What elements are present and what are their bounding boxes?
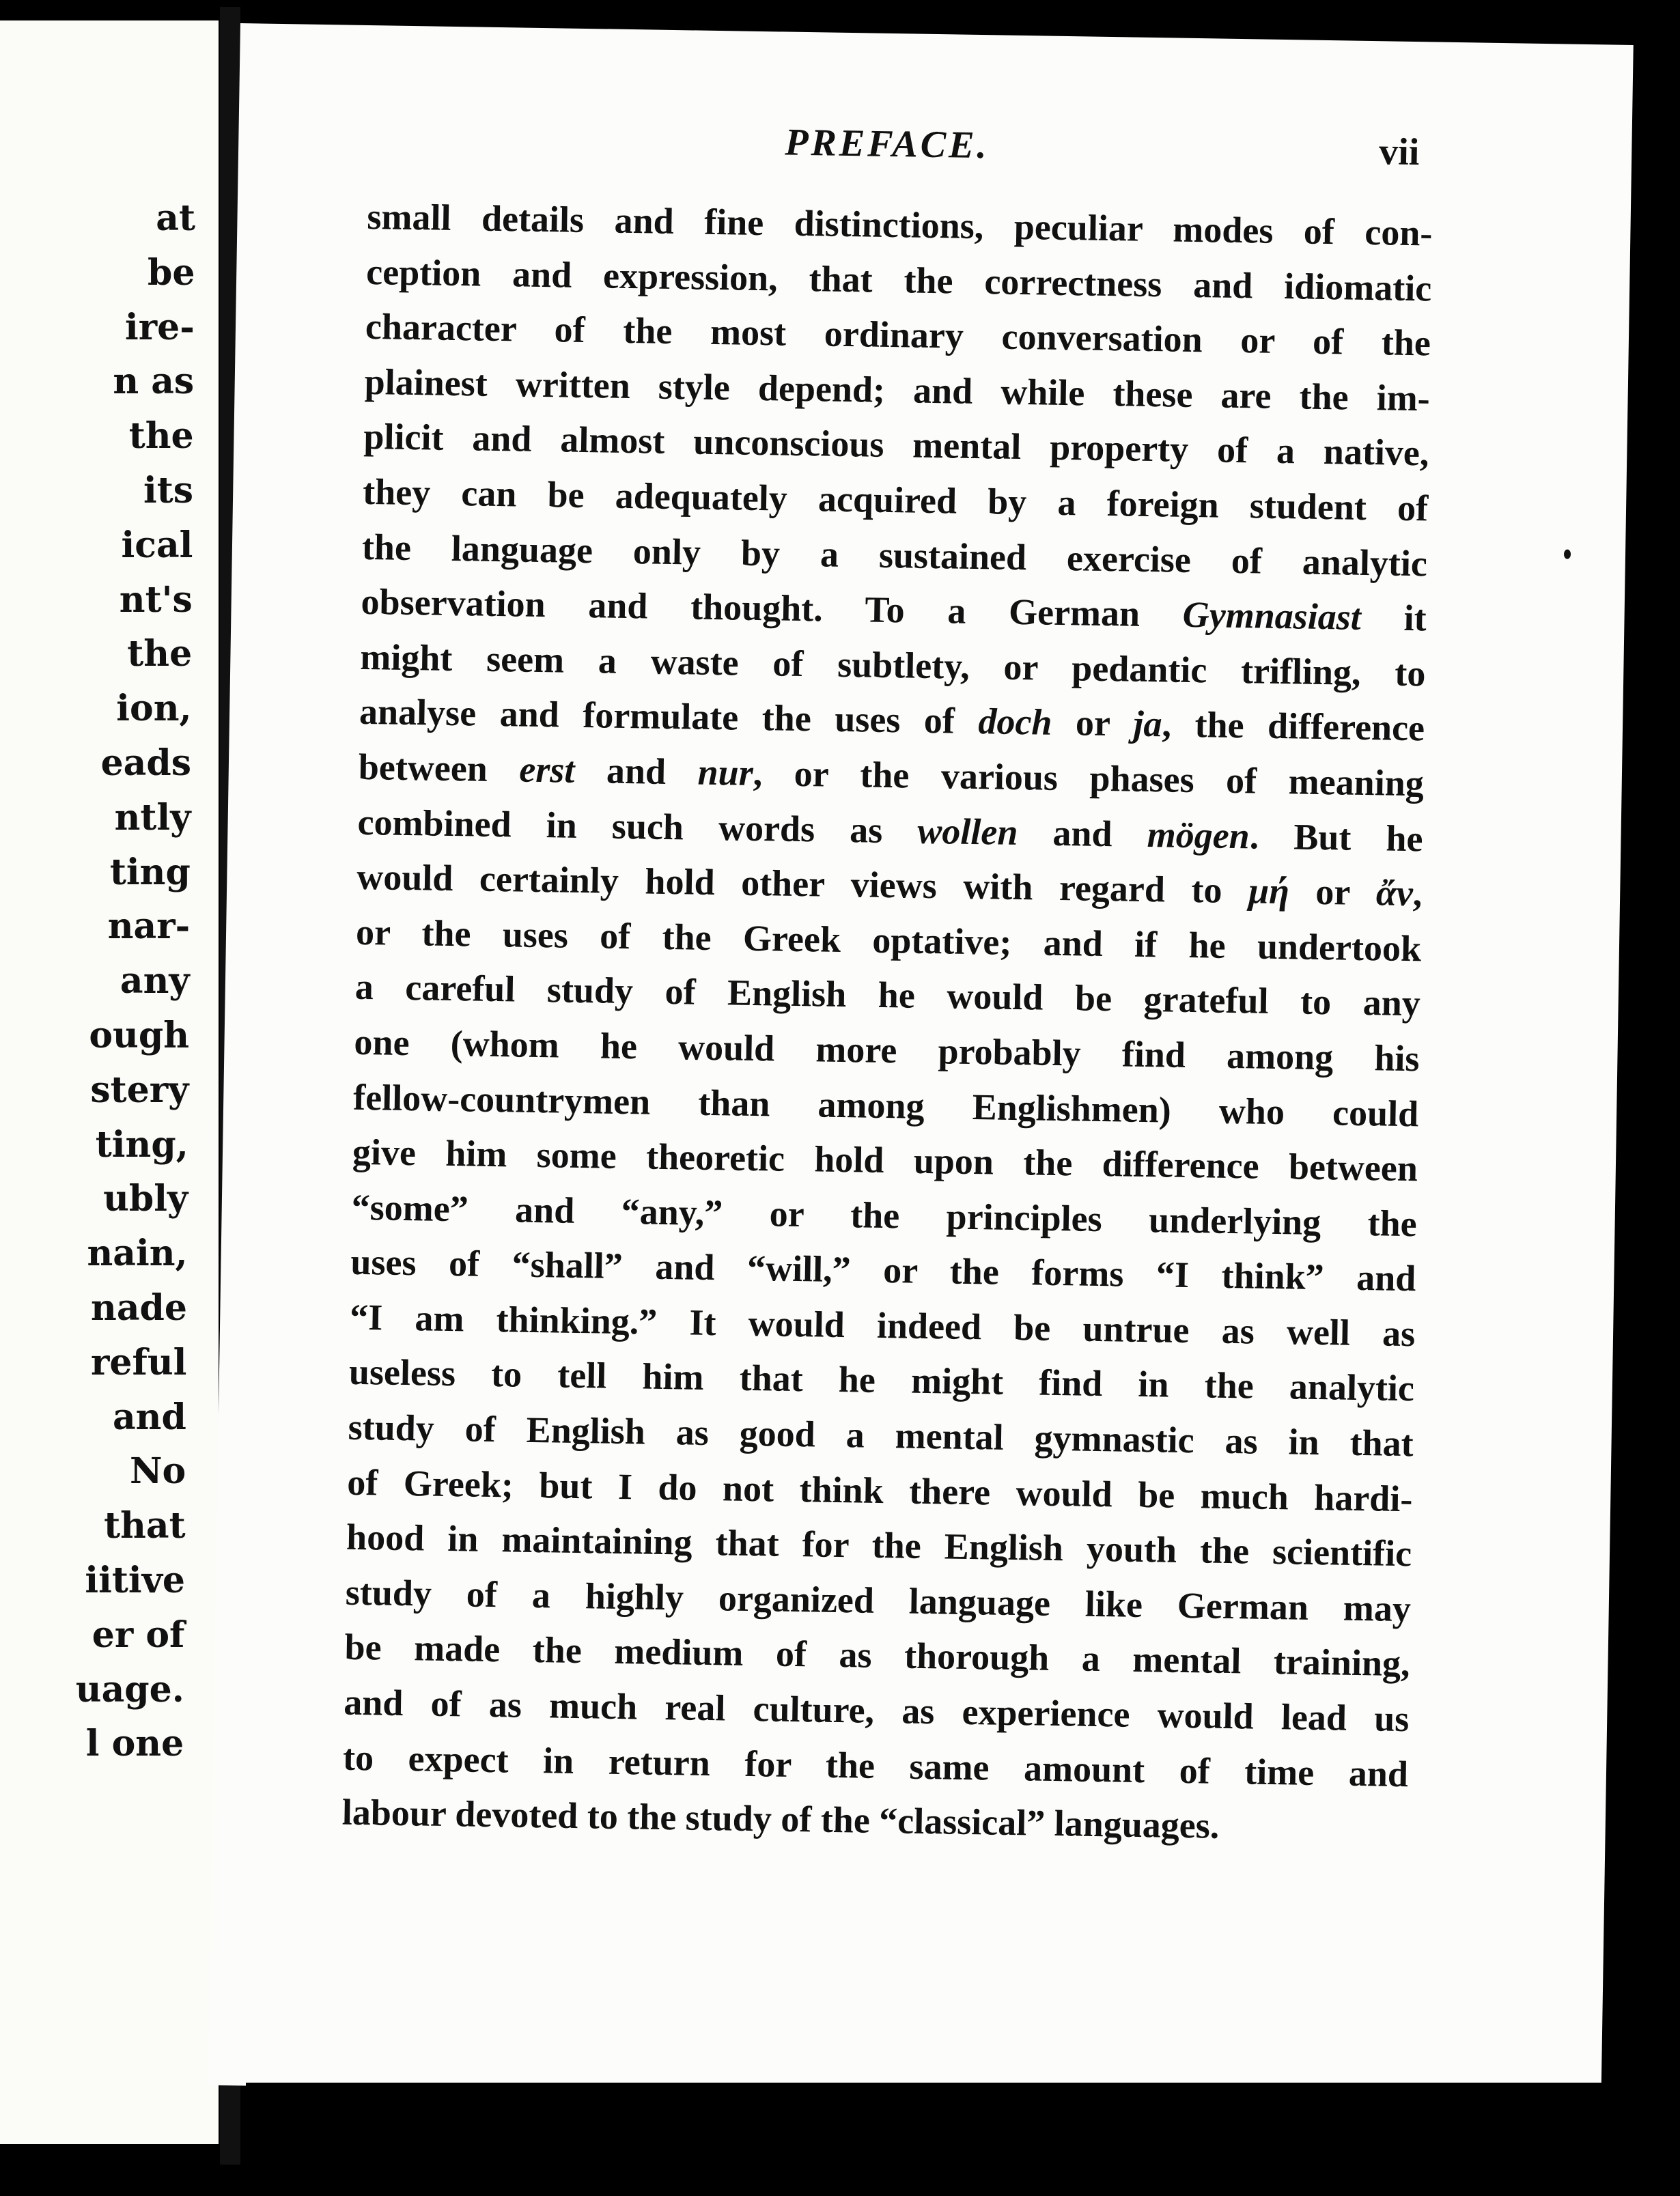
- text-line: “I am thinking.” It would indeed be untrue as well as: [349, 1296, 1416, 1355]
- text-line: combined in such words as wollen and mögen. But he: [357, 801, 1424, 859]
- text-line: fellow-countrymen than among Englishmen) who could: [352, 1076, 1419, 1134]
- left-page-line-fragment: any: [120, 960, 190, 1002]
- text-line: plainest written style depend; and while these are the im-: [364, 361, 1431, 419]
- text-line: the language only by a sustained exercise of analytic: [361, 526, 1428, 584]
- left-page-line-fragment: ting,: [95, 1123, 188, 1166]
- left-page-line-fragment: ntly: [114, 796, 191, 839]
- left-page-line-fragment: eads: [100, 742, 191, 784]
- left-page-line-fragment: the: [127, 633, 193, 675]
- left-page-line-fragment: nain,: [87, 1233, 188, 1275]
- left-page-line-fragment: ting: [109, 851, 191, 893]
- running-title: PREFACE.: [784, 121, 990, 167]
- text-line: a careful study of English he would be grateful to any: [354, 966, 1421, 1024]
- left-page-line-fragment: ion,: [116, 688, 192, 730]
- text-line: be made the medium of as thorough a mental training,: [344, 1627, 1410, 1685]
- left-page-line-fragment: er of: [92, 1614, 185, 1656]
- left-page-line-fragment: its: [143, 470, 193, 511]
- text-line: to expect in return for the same amount of time and: [342, 1736, 1409, 1794]
- left-page-line-fragment: iitive: [85, 1560, 185, 1601]
- scan-border-bottom: [246, 2083, 1632, 2196]
- text-line: study of English as good a mental gymnastic as in that: [348, 1406, 1414, 1465]
- page-number: vii: [1378, 130, 1420, 174]
- left-page-line-fragment: the: [128, 415, 194, 458]
- left-page-line-fragment: that: [104, 1505, 186, 1547]
- text-line: give him some theoretic hold upon the difference between: [352, 1131, 1418, 1190]
- text-line: analyse and formulate the uses of doch or ja, the difference: [359, 691, 1425, 749]
- text-line: or the uses of the Greek optative; and if he undertook: [355, 911, 1422, 970]
- text-line: hood in maintaining that for the English youth the scientific: [346, 1516, 1412, 1575]
- right-page: [208, 23, 1634, 2107]
- text-line: and of as much real culture, as experience would lead us: [343, 1681, 1410, 1740]
- left-page-line-fragment: No: [129, 1450, 186, 1493]
- left-page-fragment: [0, 20, 219, 2144]
- left-page-line-fragment: nt's: [119, 578, 193, 621]
- left-page-line-fragment: ough: [89, 1015, 189, 1056]
- page-header: [238, 112, 1632, 188]
- left-page-line-fragment: uage.: [75, 1668, 184, 1711]
- text-line: they can be adequately acquired by a foreign student of: [362, 470, 1429, 529]
- left-page-line-fragment: ical: [121, 524, 193, 566]
- left-page-line-fragment: ubly: [103, 1178, 188, 1220]
- text-line: character of the most ordinary conversation or of the: [365, 306, 1431, 364]
- text-line: one (whom he would more probably find among his: [354, 1021, 1420, 1080]
- text-line: “some” and “any,” or the principles underlying the: [351, 1186, 1418, 1244]
- body-text: [341, 189, 1433, 1857]
- text-line: uses of “shall” and “will,” or the forms “I think” and: [350, 1241, 1416, 1299]
- text-line: observation and thought. To a German Gymnasiast it: [361, 581, 1427, 639]
- left-page-line-fragment: stery: [90, 1069, 189, 1111]
- ink-speck: [1564, 550, 1571, 559]
- left-page-line-fragment: reful: [90, 1341, 187, 1383]
- text-line: labour devoted to the study of the “classical” languages.: [341, 1791, 1220, 1847]
- text-line: study of a highly organized language like German may: [345, 1571, 1412, 1630]
- text-line: of Greek; but I do not think there would be much hardi-: [346, 1461, 1413, 1519]
- text-line: between erst and nur, or the various phases of meaning: [358, 746, 1425, 804]
- left-page-line-fragment: n as: [113, 361, 195, 403]
- text-line: plicit and almost unconscious mental property of a native,: [363, 416, 1429, 474]
- left-page-line-fragment: ire-: [124, 306, 195, 348]
- left-page-line-fragment: nade: [91, 1287, 187, 1329]
- text-line: would certainly hold other views with regard to μή or ἄν,: [356, 856, 1423, 914]
- left-page-line-fragment: l one: [85, 1723, 184, 1765]
- text-line: might seem a waste of subtlety, or pedantic trifling, to: [359, 636, 1426, 694]
- left-page-line-fragment: nar-: [107, 905, 191, 948]
- left-page-line-fragment: and: [112, 1396, 186, 1438]
- text-line: useless to tell him that he might find in the analytic: [348, 1351, 1415, 1409]
- text-line: small details and fine distinctions, peculiar modes of con-: [367, 195, 1433, 254]
- text-line: ception and expression, that the correctness and idiomatic: [365, 251, 1432, 309]
- left-page-line-fragment: at: [156, 197, 195, 239]
- left-page-line-fragment: be: [147, 251, 195, 294]
